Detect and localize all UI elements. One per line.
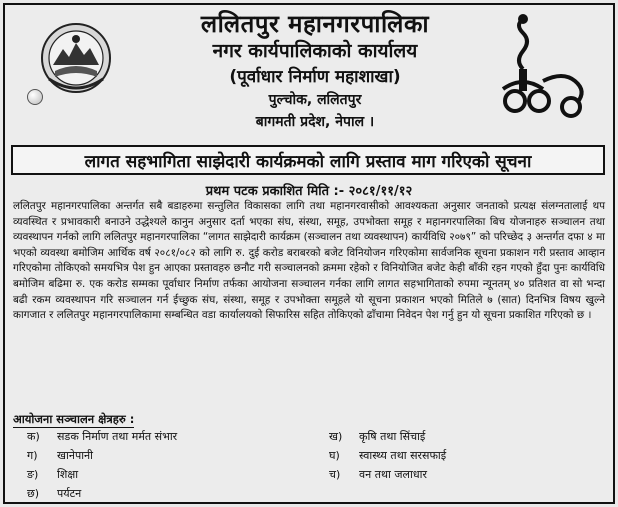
municipality-logo-icon xyxy=(493,11,593,121)
list-item xyxy=(329,429,425,444)
list-item-label: खानेपानी xyxy=(57,449,94,462)
list-item-label: सडक निर्माण तथा मर्मत संभार xyxy=(57,430,178,443)
list-item-label: स्वास्थ्य तथा सरसफाई xyxy=(359,449,447,462)
list-item-label: वन तथा जलाधार xyxy=(359,468,427,481)
notice-body: ललितपुर महानगरपालिका अन्तर्गत सबै बडाहरुमा सन्तुलित विकासका लागि तथा महानगरवासीको आवश्यकता अनुसार जनताको प्रत्यक्ष संलग्नतालाई थप व्यवस्थित र प्रभावकारी बनाउने उद्धेश्यले कानुन अनुसार दर्ता भएका संघ, संस्था, समूह, उपभोक्ता समूह र महानगरपालिका बिच योजनाहरु सञ्चालन तथा व्यवस्थापन गर्नको लागि ललितपुर महानगरपालिका “लागत साझेदारी कार्यक्रम (सञ्चालन तथा व्यवस्थापन) कार्यविधि २०७९” को परिच्छेद ३ अन्तर्गत दफा ४ मा भएको व्यवस्था बमोजिम आर्थिक वर्ष २०८१/०८२ को लागि रु. दुई करोड बराबरको बजेट विनियोजन गरिएकोमा सार्वजनिक सूचना प्रकाशन गरी प्रस्ताव आव्हान गरिएकोमा तोकिएको समयभित्र पेश हुन आएका प्रस्तावहरु छनौट गरी सञ्चालनको क्रममा रहेको र विनियोजित बजेट केही बाँकी रहन गएको हुँदा पुनः कार्यविधि बमोजिम बढिमा रु. एक करोड सम्मका पूर्वाधार निर्माण तर्फका आयोजना सञ्चालन गर्नका लागि लागत सहभागिताको रुपमा न्यूनतम् ४० प्रतिशत वा सो भन्दा बढी रकम व्यवस्थापन गरि सञ्चालन गर्न ईच्छुक संघ, संस्था, समूह र उपभोक्ता समूहले यो सूचना प्रकाशन भएको मितिले ७ (सात) दिनभित्र विषय खुल्ने कागजात र ललितपुर महानगरपालिकामा सम्बन्धित वडा कार्यालयको सिफारिस सहित तोकिएको ढाँचामा निवेदन पेश गर्नु हुन यो सूचना प्रकाशित गरिएको छ । xyxy=(13,200,605,322)
notice-page xyxy=(3,3,615,504)
list-item-key: ग) xyxy=(27,449,38,462)
municipality-name: ललितपुर महानगरपालिका xyxy=(200,10,430,38)
list-item-key: क) xyxy=(27,430,40,443)
list-item-key: छ) xyxy=(27,487,40,500)
province-country: बागमती प्रदेश, नेपाल । xyxy=(255,114,375,130)
list-item xyxy=(329,448,446,463)
list-item-label: शिक्षा xyxy=(57,468,79,481)
division-name: (पूर्वाधार निर्माण महाशाखा) xyxy=(229,67,401,87)
publication-date: प्रथम पटक प्रकाशित मिति :- २०८१/११/१२ xyxy=(205,184,413,199)
list-item-key: च) xyxy=(329,468,341,481)
list-item xyxy=(329,467,427,482)
list-item-key: ख) xyxy=(329,430,343,443)
office-name: नगर कार्यपालिकाको कार्यालय xyxy=(212,40,418,62)
emblem-dot-icon xyxy=(27,89,43,105)
government-emblem-icon xyxy=(39,21,113,95)
notice-title: लागत सहभागिता साझेदारी कार्यक्रमको लागि प्रस्ताव माग गरिएको सूचना xyxy=(11,145,605,175)
list-item xyxy=(27,486,81,501)
list-item xyxy=(27,429,177,444)
list-item xyxy=(27,467,78,482)
areas-heading: आयोजना सञ्चालन क्षेत्रहरु : xyxy=(13,412,135,426)
list-item-key: घ) xyxy=(329,449,340,462)
office-address: पुल्चोक, ललितपुर xyxy=(268,92,362,108)
header xyxy=(5,5,613,143)
list-item-label: कृषि तथा सिंचाई xyxy=(359,430,426,443)
list-item-label: पर्यटन xyxy=(57,487,82,500)
list-item xyxy=(27,448,93,463)
list-item-key: ङ) xyxy=(27,468,39,481)
